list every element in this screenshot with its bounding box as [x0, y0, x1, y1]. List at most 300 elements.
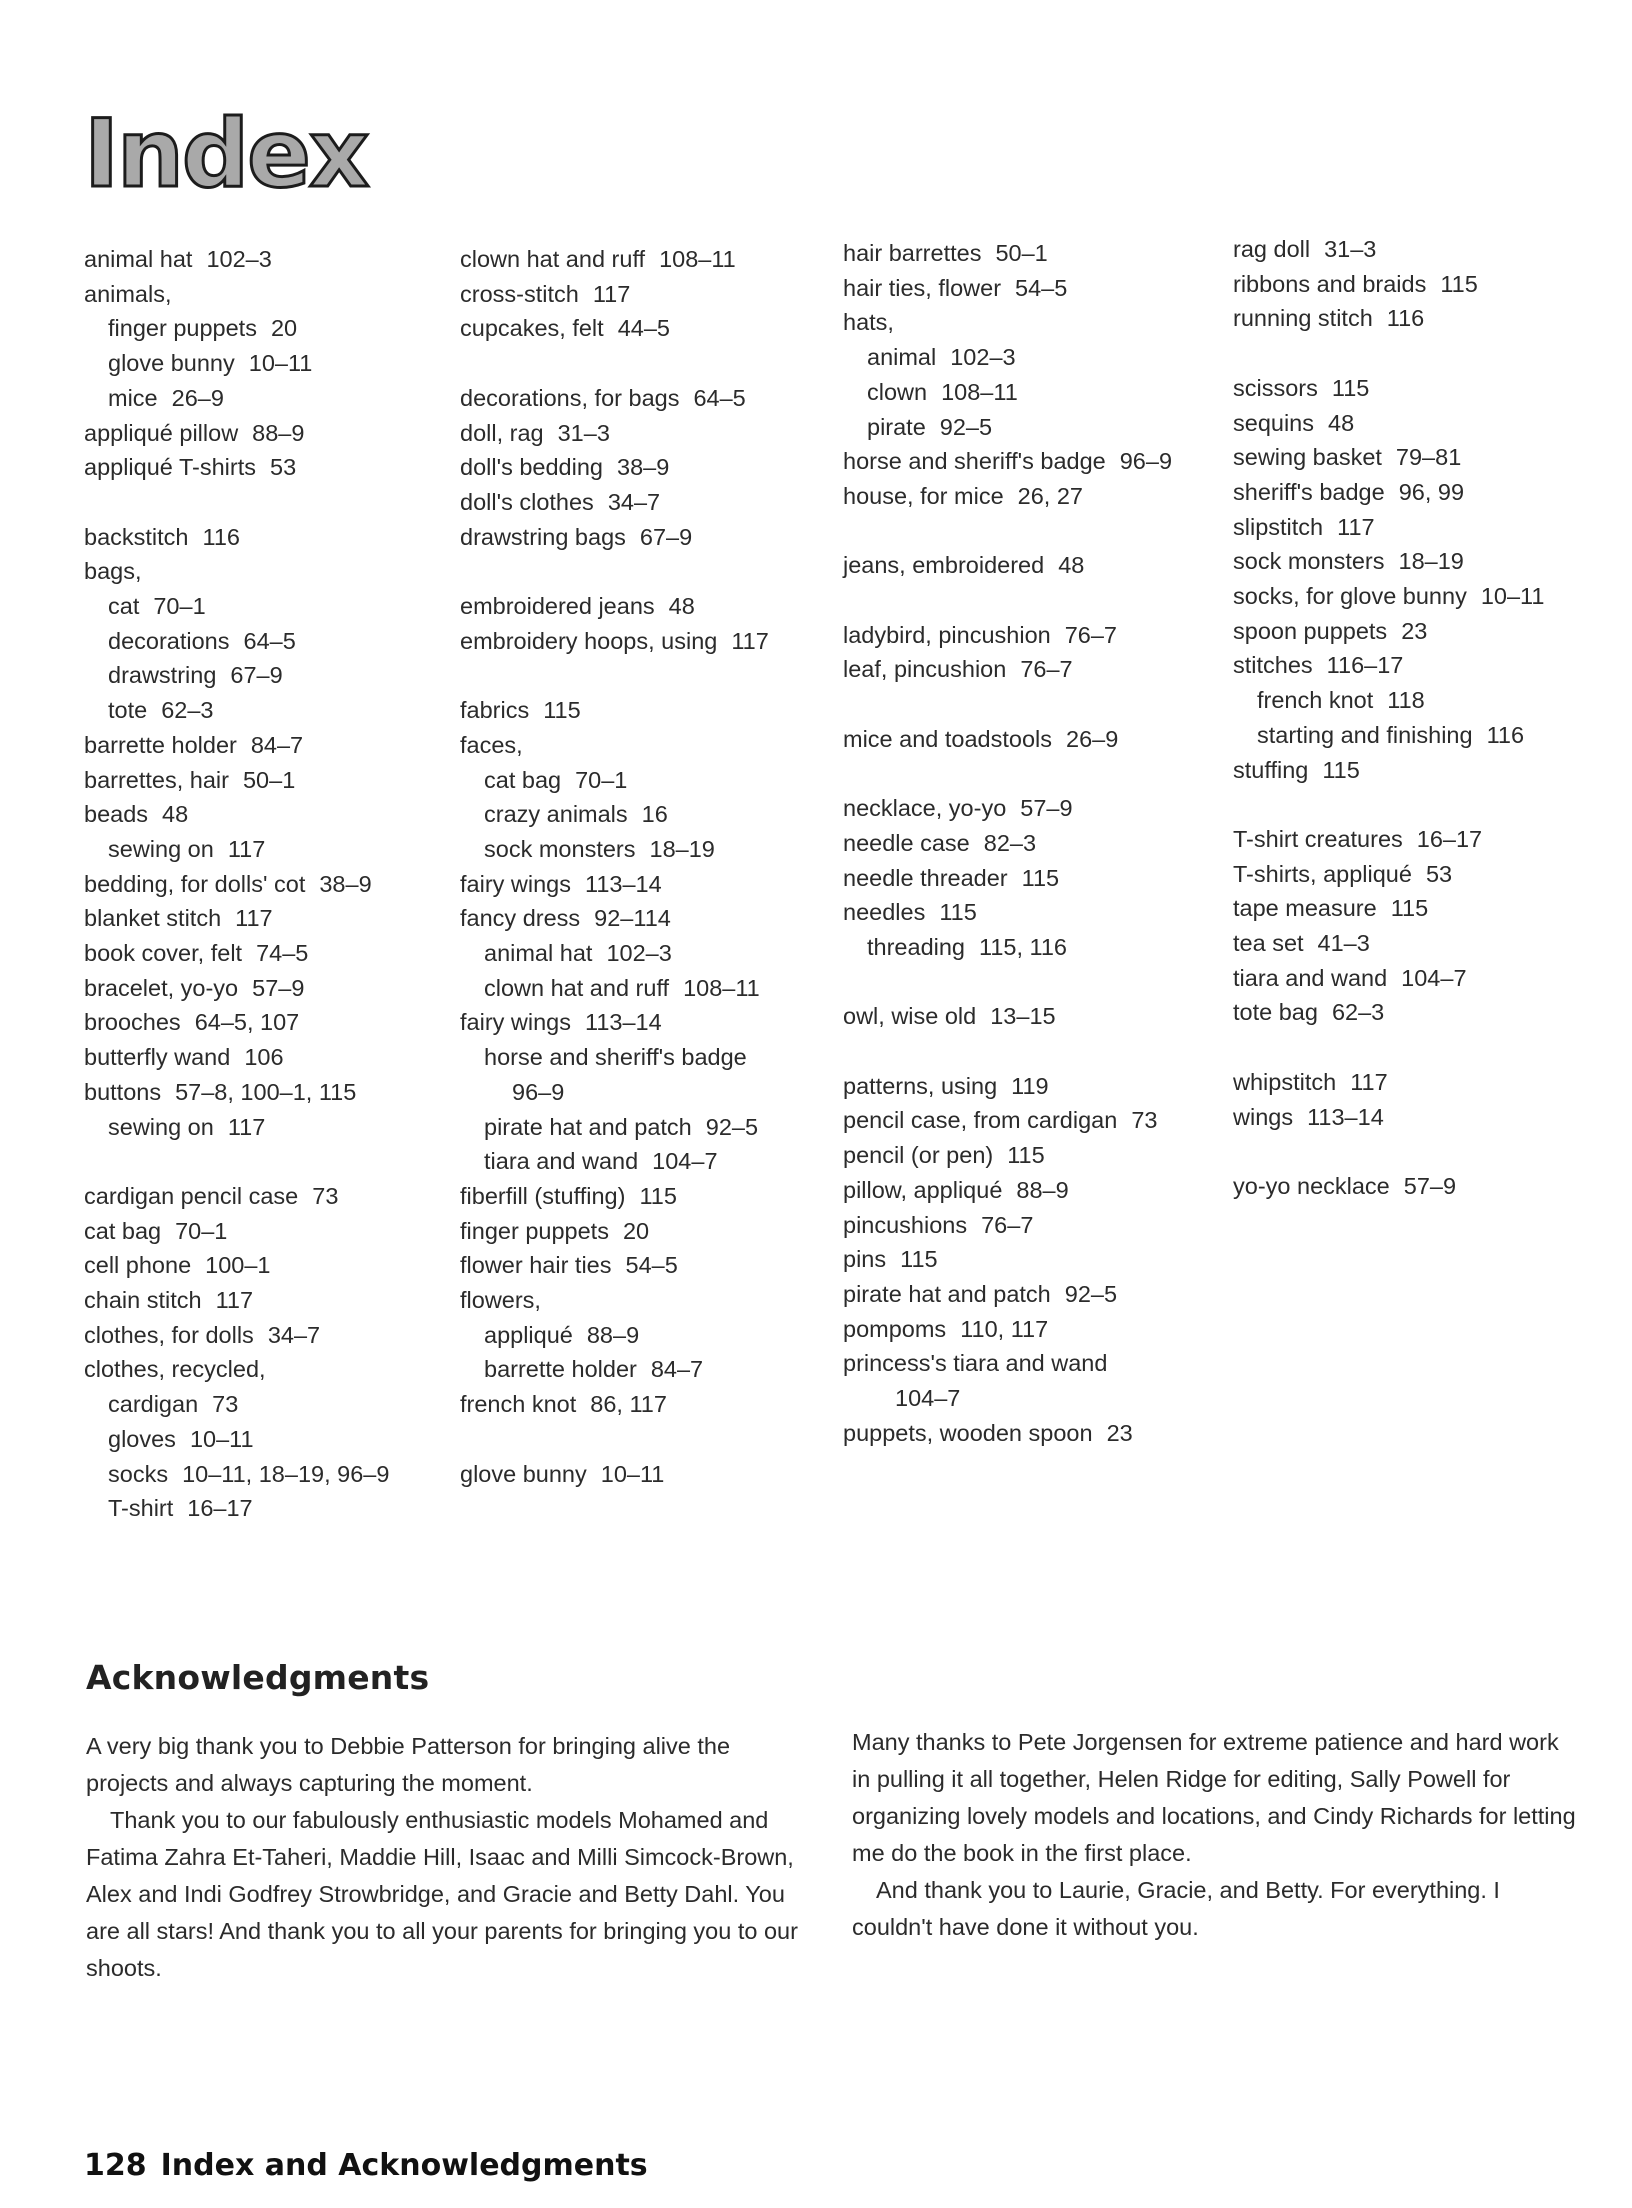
index-page-numbers: 20	[270, 315, 298, 342]
index-term: tape measure	[1233, 895, 1377, 922]
index-page-numbers: 53	[1425, 860, 1453, 887]
index-term: clothes, for dolls	[84, 1321, 254, 1348]
index-term: clown hat and ruff	[460, 246, 646, 272]
index-entry	[460, 763, 840, 798]
index-entry	[460, 624, 840, 659]
index-term: pompoms	[843, 1315, 947, 1342]
index-term: fairy wings	[460, 1009, 572, 1036]
index-page-numbers: 57–9	[252, 974, 305, 1001]
index-term: clown hat and ruff	[484, 974, 670, 1001]
index-page-numbers: 41–3	[1317, 930, 1370, 957]
index-term: doll's bedding	[460, 454, 603, 481]
index-page-numbers: 108–11	[683, 974, 760, 1001]
index-term: pirate hat and patch	[843, 1281, 1051, 1307]
index-page-numbers: 96–9	[512, 1078, 565, 1105]
index-page-numbers: 116	[202, 523, 240, 550]
index-term: sheriff's badge	[1233, 478, 1385, 505]
index-entry	[460, 901, 840, 936]
index-page-numbers: 67–9	[639, 523, 693, 550]
index-entry	[1233, 857, 1613, 892]
index-entry	[843, 1069, 1223, 1104]
index-page-numbers: 115	[900, 1246, 938, 1273]
index-entry	[84, 971, 464, 1006]
index-term: horse and sheriff's badge	[843, 448, 1106, 475]
index-page-numbers: 10–11	[600, 1460, 665, 1487]
index-entry	[460, 520, 840, 555]
index-page-numbers: 64–5	[243, 627, 296, 654]
index-page-numbers: 84–7	[650, 1356, 704, 1383]
index-term: scissors	[1233, 374, 1318, 401]
index-entry	[843, 444, 1223, 479]
index-term: socks, for glove bunny	[1233, 583, 1467, 610]
index-entry	[1233, 544, 1613, 579]
index-page-numbers: 115	[1007, 1142, 1045, 1169]
index-entry	[84, 1040, 464, 1075]
index-page-numbers: 54–5	[625, 1252, 678, 1279]
index-term: T-shirts, appliqué	[1233, 860, 1412, 887]
index-page-numbers: 38–9	[319, 870, 372, 897]
index-page-numbers: 57–9	[1403, 1172, 1457, 1199]
index-entry	[843, 1381, 1223, 1416]
index-entry	[843, 1416, 1223, 1451]
index-page-numbers: 70–1	[575, 766, 628, 793]
index-term: tea set	[1233, 930, 1304, 957]
index-page-numbers: 10–11	[248, 350, 313, 377]
page-footer	[84, 2148, 648, 2183]
index-page-numbers: 50–1	[995, 240, 1048, 266]
index-term: french knot	[460, 1391, 577, 1418]
index-page-numbers: 73	[212, 1391, 239, 1418]
acknowledgments-paragraph: And thank you to Laurie, Gracie, and Betty. For everything. I couldn't have done it without you.	[852, 1877, 1500, 1940]
index-page-numbers: 57–8, 100–1, 115	[175, 1078, 357, 1105]
index-term: appliqué T-shirts	[84, 454, 256, 481]
index-entry	[1233, 406, 1613, 441]
index-term: fairy wings	[460, 870, 572, 897]
index-entry	[460, 589, 840, 624]
index-term: cat bag	[84, 1217, 162, 1244]
index-entry	[1233, 475, 1613, 510]
index-term: bracelet, yo-yo	[84, 974, 239, 1001]
index-entry	[843, 895, 1223, 930]
index-entry	[460, 797, 840, 832]
index-entry	[84, 554, 464, 589]
index-term: beads	[84, 801, 149, 828]
index-term: brooches	[84, 1009, 181, 1036]
index-page-numbers: 48	[1328, 409, 1355, 436]
index-term: horse and sheriff's badge	[484, 1044, 747, 1071]
index-term: cupcakes, felt	[460, 315, 604, 342]
index-entry	[84, 728, 464, 763]
index-entry	[460, 693, 840, 728]
index-entry	[460, 381, 840, 416]
index-term: whipstitch	[1233, 1068, 1337, 1095]
index-page-numbers: 57–9	[1020, 795, 1073, 822]
index-page-numbers: 53	[270, 454, 297, 481]
index-term: cat	[108, 593, 140, 620]
index-page-numbers: 67–9	[230, 662, 283, 689]
index-entry	[1233, 822, 1613, 857]
index-entry	[1233, 614, 1613, 649]
index-term: ladybird, pincushion	[843, 621, 1051, 648]
index-entry	[460, 277, 840, 312]
index-term: butterfly wand	[84, 1044, 231, 1071]
index-entry	[84, 1387, 464, 1422]
index-page-numbers: 54–5	[1015, 274, 1068, 301]
index-page-numbers: 34–7	[267, 1321, 321, 1348]
index-entry	[84, 1457, 464, 1492]
index-term: faces,	[460, 731, 523, 758]
index-term: animals,	[84, 280, 172, 307]
index-entry	[460, 1318, 840, 1353]
index-entry	[84, 1283, 464, 1318]
index-page-numbers: 100–1	[205, 1252, 271, 1279]
index-term: barrette holder	[84, 731, 237, 758]
index-page-numbers: 48	[1058, 552, 1085, 579]
index-entry	[84, 416, 464, 451]
index-term: T-shirt creatures	[1233, 825, 1403, 852]
index-page-numbers: 108–11	[659, 246, 736, 272]
index-term: patterns, using	[843, 1072, 998, 1099]
index-term: mice	[108, 384, 158, 411]
index-term: threading	[867, 934, 965, 960]
index-entry	[460, 485, 840, 520]
index-term: animal hat	[484, 940, 593, 967]
index-page-numbers: 26–9	[171, 384, 224, 411]
index-page-numbers: 113–14	[1307, 1103, 1384, 1130]
index-term: tote bag	[1233, 999, 1318, 1026]
index-term: spoon puppets	[1233, 617, 1388, 644]
index-term: sewing basket	[1233, 444, 1382, 471]
index-term: glove bunny	[460, 1460, 587, 1487]
index-page-numbers: 117	[227, 1113, 266, 1140]
index-entry	[843, 375, 1223, 410]
index-page-numbers: 118	[1387, 687, 1425, 714]
index-page-numbers: 102–3	[606, 940, 672, 967]
index-entry	[84, 381, 464, 416]
index-entry	[1233, 891, 1613, 926]
index-page-numbers: 48	[668, 593, 695, 619]
index-term: needle case	[843, 829, 970, 856]
index-page-numbers: 115	[639, 1182, 677, 1209]
index-page-numbers: 34–7	[607, 488, 661, 515]
index-term: leaf, pincushion	[843, 656, 1007, 683]
index-page-numbers: 108–11	[941, 378, 1018, 405]
index-term: princess's tiara and wand	[843, 1350, 1108, 1377]
index-entry	[84, 1491, 464, 1526]
index-page-numbers: 115	[1390, 895, 1429, 922]
index-entry	[460, 1352, 840, 1387]
index-page-numbers: 104–7	[895, 1385, 961, 1412]
index-entry	[1233, 1100, 1613, 1135]
index-page-numbers: 88–9	[252, 419, 305, 446]
index-term: gloves	[108, 1425, 176, 1452]
index-entry	[1233, 718, 1613, 753]
index-entry	[843, 1173, 1223, 1208]
index-entry	[1233, 579, 1613, 614]
index-entry	[843, 1103, 1223, 1138]
acknowledgments-heading: Acknowledgments	[86, 1658, 430, 1697]
index-page-numbers: 115	[1440, 270, 1478, 297]
index-page-numbers: 113–14	[585, 1009, 662, 1036]
index-page-numbers: 62–3	[161, 697, 214, 724]
index-term: appliqué	[484, 1321, 573, 1348]
index-entry	[1233, 1065, 1613, 1100]
index-entry	[843, 1277, 1223, 1312]
index-term: barrette holder	[484, 1356, 637, 1383]
index-term: socks	[108, 1460, 169, 1487]
index-entry	[843, 271, 1223, 306]
index-entry	[460, 728, 840, 763]
index-entry	[460, 1040, 840, 1075]
index-term: wings	[1233, 1103, 1294, 1130]
index-term: buttons	[84, 1078, 162, 1105]
index-page-numbers: 73	[1131, 1107, 1158, 1134]
index-entry	[84, 1005, 464, 1040]
index-page-numbers: 104–7	[652, 1148, 718, 1175]
index-term: puppets, wooden spoon	[843, 1419, 1093, 1446]
page-title: Index	[84, 100, 368, 209]
index-page-numbers: 110, 117	[960, 1315, 1049, 1342]
acknowledgments-right-column	[852, 1724, 1582, 1946]
index-entry	[84, 1422, 464, 1457]
index-entry	[1233, 1169, 1613, 1204]
index-page-numbers: 117	[1337, 513, 1375, 540]
index-term: pencil (or pen)	[843, 1142, 994, 1169]
index-entry	[84, 450, 464, 485]
index-term: cat bag	[484, 766, 562, 793]
index-page-numbers: 92–5	[939, 413, 993, 440]
index-column-3	[843, 236, 1223, 1451]
index-term: pillow, appliqué	[843, 1176, 1003, 1203]
index-entry	[460, 936, 840, 971]
index-page-numbers: 79–81	[1395, 444, 1462, 471]
index-entry	[460, 1110, 840, 1145]
index-page-numbers: 119	[1011, 1072, 1049, 1099]
index-page-numbers: 92–5	[1064, 1281, 1118, 1307]
index-term: pirate	[867, 413, 926, 440]
acknowledgments-paragraph: Thank you to our fabulously enthusiastic models Mohamed and Fatima Zahra Et-Taheri, Maddie Hill, Isaac and Milli Simcock-Brown, Alex and Indi Godfrey Strowbridge, and Gracie and Betty Dahl. You are all stars! And thank you to all your parents for bringing you to our shoots.	[86, 1807, 798, 1981]
index-entry	[460, 1457, 840, 1492]
index-entry	[84, 624, 464, 659]
index-entry	[84, 1075, 464, 1110]
index-term: sock monsters	[1233, 548, 1385, 575]
index-page-numbers: 10–11	[1480, 583, 1545, 610]
index-entry	[843, 340, 1223, 375]
index-term: stitches	[1233, 652, 1313, 679]
index-page-numbers: 117	[235, 905, 273, 932]
index-page-numbers: 115, 116	[979, 934, 1067, 960]
index-term: book cover, felt	[84, 940, 243, 967]
index-term: sequins	[1233, 409, 1314, 436]
index-term: flower hair ties	[460, 1252, 612, 1279]
index-page-numbers: 70–1	[153, 593, 206, 620]
index-page-numbers: 76–7	[1064, 621, 1117, 648]
index-term: flowers,	[460, 1287, 541, 1314]
index-term: stuffing	[1233, 756, 1309, 783]
index-term: pirate hat and patch	[484, 1113, 692, 1140]
index-page-numbers: 117	[731, 627, 769, 654]
index-entry	[460, 311, 840, 346]
index-page-numbers: 116	[1386, 305, 1425, 332]
index-term: crazy animals	[484, 801, 628, 828]
index-entry	[460, 1283, 840, 1318]
index-term: bags,	[84, 558, 142, 585]
index-term: pencil case, from cardigan	[843, 1107, 1118, 1134]
index-entry	[1233, 267, 1613, 302]
index-page-numbers: 102–3	[950, 344, 1016, 371]
index-entry	[843, 722, 1223, 757]
index-entry	[84, 763, 464, 798]
index-term: jeans, embroidered	[843, 552, 1045, 579]
index-term: cardigan pencil case	[84, 1182, 299, 1209]
index-term: hair ties, flower	[843, 274, 1002, 301]
index-entry	[460, 1144, 840, 1179]
index-term: cross-stitch	[460, 280, 579, 307]
index-page-numbers: 18–19	[1398, 548, 1464, 575]
index-term: french knot	[1257, 687, 1374, 714]
index-page-numbers: 96, 99	[1398, 478, 1465, 505]
index-term: fiberfill (stuffing)	[460, 1182, 626, 1209]
index-page-numbers: 88–9	[1016, 1176, 1069, 1203]
index-entry	[84, 1214, 464, 1249]
index-column-2	[460, 242, 840, 1491]
index-entry	[843, 652, 1223, 687]
index-page-numbers: 115	[1331, 374, 1370, 401]
index-entry	[84, 797, 464, 832]
index-page-numbers: 76–7	[981, 1211, 1034, 1238]
index-page-numbers: 102–3	[206, 246, 272, 272]
index-page-numbers: 116	[1486, 721, 1525, 748]
index-term: running stitch	[1233, 305, 1373, 332]
index-column-4	[1233, 232, 1613, 1204]
footer-section-title: Index and Acknowledgments	[160, 2148, 648, 2183]
index-entry	[460, 1214, 840, 1249]
index-page-numbers: 13–15	[990, 1003, 1056, 1030]
index-term: cardigan	[108, 1391, 199, 1418]
index-term: blanket stitch	[84, 905, 222, 932]
index-term: drawstring bags	[460, 523, 626, 550]
index-page-numbers: 38–9	[617, 454, 670, 481]
index-page-numbers: 86, 117	[590, 1391, 667, 1418]
index-page-numbers: 92–5	[705, 1113, 759, 1140]
index-entry	[843, 305, 1223, 340]
index-term: needle threader	[843, 864, 1008, 891]
index-term: ribbons and braids	[1233, 270, 1427, 297]
acknowledgments-left-column	[86, 1728, 816, 1987]
index-entry	[84, 277, 464, 312]
index-page-numbers: 26, 27	[1017, 482, 1083, 509]
index-term: owl, wise old	[843, 1003, 977, 1030]
index-term: decorations	[108, 627, 230, 654]
index-page-numbers: 74–5	[256, 940, 309, 967]
index-term: hats,	[843, 309, 894, 336]
index-term: embroidery hoops, using	[460, 627, 718, 654]
index-term: starting and finishing	[1257, 721, 1473, 748]
index-term: drawstring	[108, 662, 217, 689]
index-page-numbers: 117	[215, 1287, 254, 1314]
index-page-numbers: 44–5	[617, 315, 670, 342]
index-page-numbers: 82–3	[983, 829, 1037, 856]
index-entry	[843, 410, 1223, 445]
index-entry	[1233, 683, 1613, 718]
index-entry	[460, 450, 840, 485]
index-term: slipstitch	[1233, 513, 1324, 540]
index-entry	[843, 618, 1223, 653]
index-page-numbers: 64–5	[693, 384, 746, 411]
index-page-numbers: 31–3	[557, 419, 610, 446]
index-entry	[460, 832, 840, 867]
index-page-numbers: 115	[939, 899, 977, 926]
index-entry	[1233, 510, 1613, 545]
index-term: pincushions	[843, 1211, 968, 1238]
index-term: finger puppets	[108, 315, 257, 342]
index-entry	[84, 242, 464, 277]
index-entry	[1233, 371, 1613, 406]
index-entry	[84, 346, 464, 381]
index-entry	[84, 1352, 464, 1387]
index-term: needles	[843, 899, 926, 926]
index-page-numbers: 113–14	[585, 870, 662, 897]
index-entry	[843, 791, 1223, 826]
index-term: T-shirt	[108, 1495, 174, 1522]
index-entry	[843, 1138, 1223, 1173]
index-term: tiara and wand	[484, 1148, 639, 1175]
acknowledgments-paragraph: A very big thank you to Debbie Patterson for bringing alive the projects and always capturing the moment.	[86, 1733, 731, 1796]
index-term: sock monsters	[484, 835, 636, 862]
index-term: animal hat	[84, 246, 193, 272]
index-term: backstitch	[84, 523, 189, 550]
index-term: sewing on	[108, 835, 214, 862]
index-page-numbers: 10–11, 18–19, 96–9	[182, 1460, 390, 1487]
index-page-numbers: 106	[244, 1044, 284, 1071]
index-entry	[84, 1179, 464, 1214]
index-page-numbers: 16–17	[187, 1495, 253, 1522]
index-entry	[1233, 232, 1613, 267]
index-term: hair barrettes	[843, 240, 982, 266]
index-entry	[84, 589, 464, 624]
index-entry	[460, 1075, 840, 1110]
index-term: pins	[843, 1246, 887, 1273]
index-term: bedding, for dolls' cot	[84, 870, 306, 897]
index-entry	[843, 548, 1223, 583]
index-entry	[1233, 961, 1613, 996]
index-entry	[84, 311, 464, 346]
index-page-numbers: 62–3	[1331, 999, 1385, 1026]
index-entry	[460, 971, 840, 1006]
index-page-numbers: 117	[227, 835, 266, 862]
index-entry	[84, 520, 464, 555]
index-term: yo-yo necklace	[1233, 1172, 1390, 1199]
index-page-numbers: 96–9	[1119, 448, 1173, 475]
index-entry	[843, 236, 1223, 271]
index-page-numbers: 16–17	[1416, 825, 1483, 852]
index-page-numbers: 116–17	[1326, 652, 1404, 679]
index-term: mice and toadstools	[843, 725, 1053, 752]
index-entry	[843, 479, 1223, 514]
index-term: necklace, yo-yo	[843, 795, 1007, 822]
index-page-numbers: 23	[1401, 617, 1428, 644]
index-term: tote	[108, 697, 148, 724]
index-term: tiara and wand	[1233, 964, 1388, 991]
index-page-numbers: 16	[641, 801, 668, 828]
index-entry	[84, 832, 464, 867]
index-entry	[84, 936, 464, 971]
index-term: barrettes, hair	[84, 766, 229, 793]
index-page-numbers: 117	[1350, 1068, 1388, 1095]
index-column-1	[84, 242, 464, 1526]
index-term: animal	[867, 344, 937, 371]
index-entry	[460, 1179, 840, 1214]
